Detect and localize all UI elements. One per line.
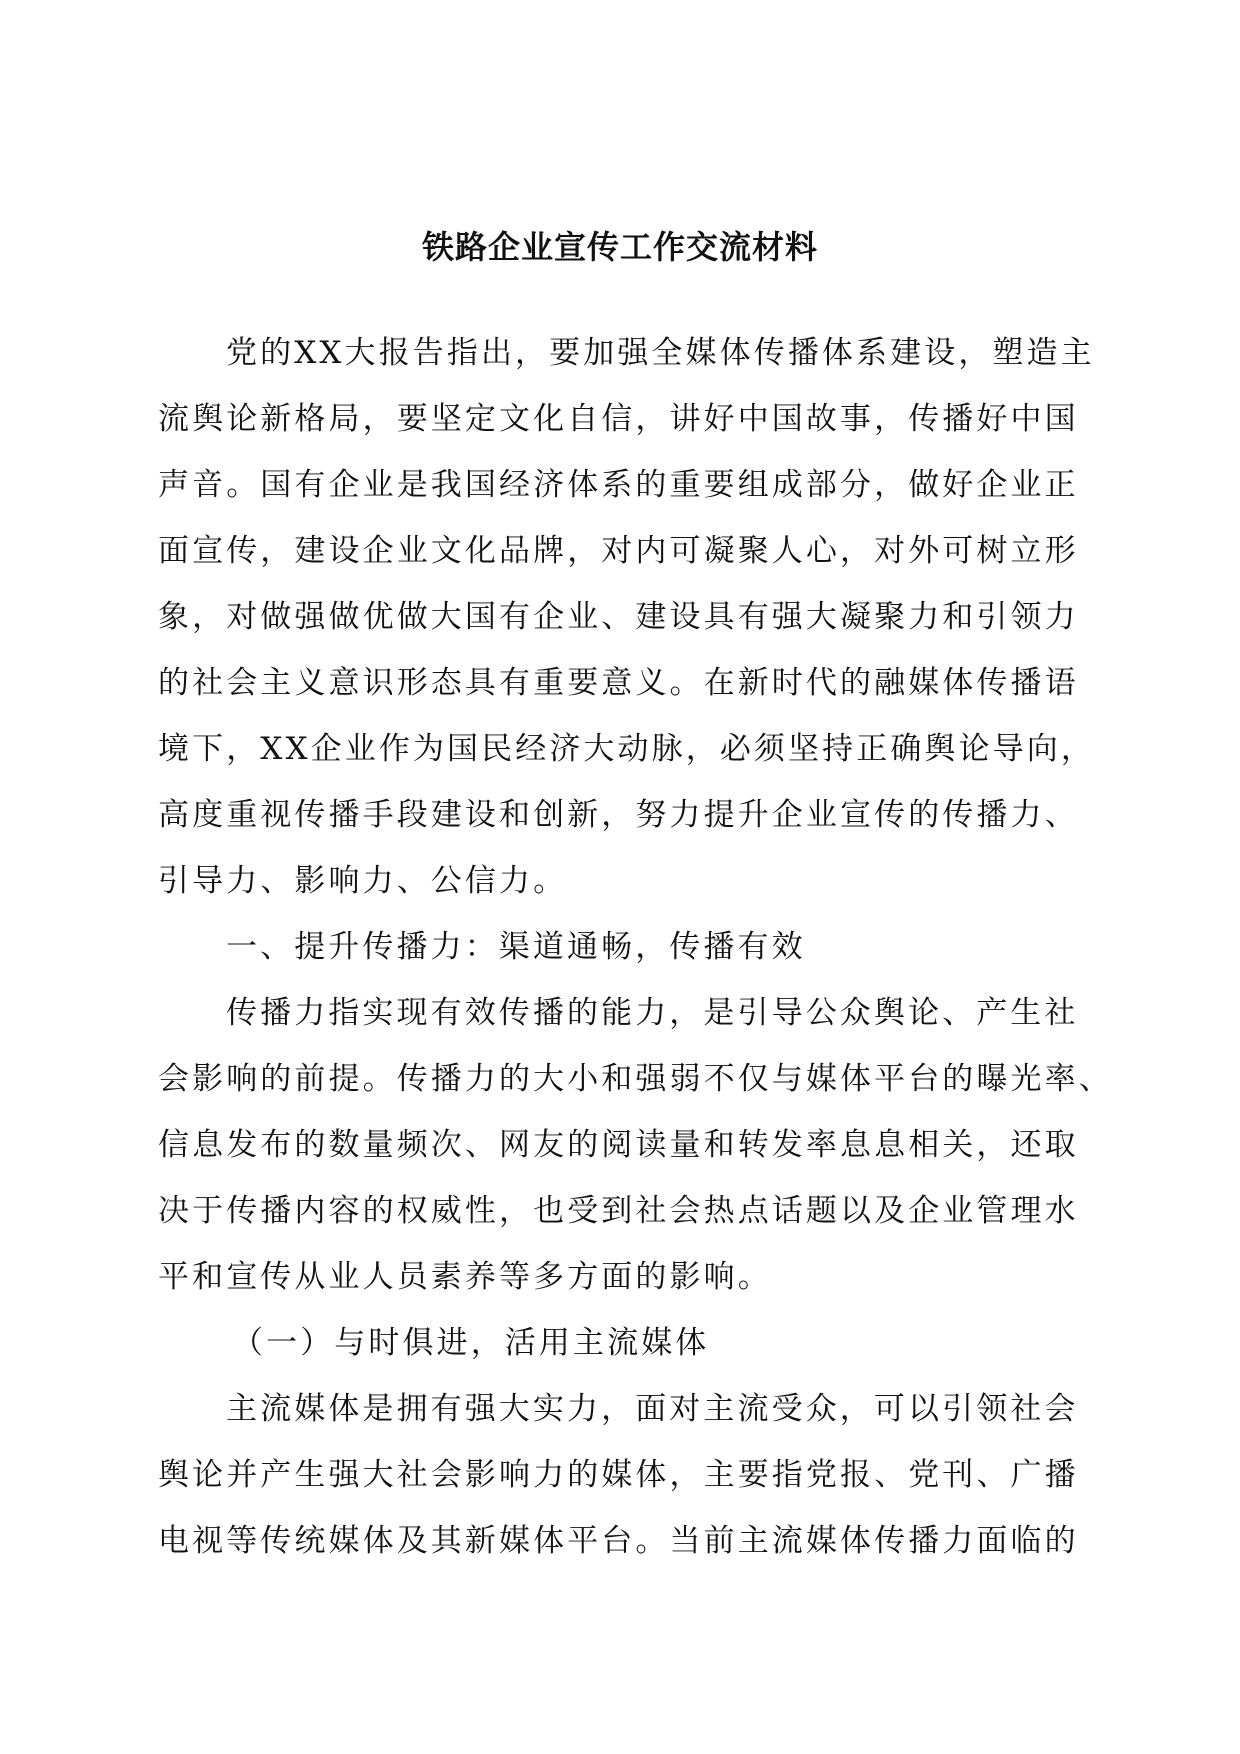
paragraph-line: 决于传播内容的权威性，也受到社会热点话题以及企业管理水	[158, 1193, 1079, 1229]
paragraph-line: 平和宣传从业人员素养等多方面的影响。	[158, 1259, 772, 1295]
paragraph-line: 流舆论新格局，要坚定文化自信，讲好中国故事，传播好中国	[158, 401, 1079, 437]
paragraph-line: 的社会主义意识形态具有重要意义。在新时代的融媒体传播语	[158, 665, 1079, 701]
paragraph-line: 高度重视传播手段建设和创新，努力提升企业宣传的传播力、	[158, 797, 1079, 833]
paragraph-line: 面宣传，建设企业文化品牌，对内可凝聚人心，对外可树立形	[158, 533, 1079, 569]
paragraph-line: 引导力、影响力、公信力。	[158, 863, 568, 899]
section-heading: 一、提升传播力：渠道通畅，传播有效	[226, 929, 806, 965]
paragraph-line: 电视等传统媒体及其新媒体平台。当前主流媒体传播力面临的	[158, 1523, 1079, 1559]
paragraph-line: 会影响的前提。传播力的大小和强弱不仅与媒体平台的曝光率、	[158, 1061, 1113, 1097]
paragraph-line: 舆论并产生强大社会影响力的媒体，主要指党报、党刊、广播	[158, 1457, 1079, 1493]
paragraph-line: 象，对做强做优做大国有企业、建设具有强大凝聚力和引领力	[158, 599, 1079, 635]
paragraph-line: 信息发布的数量频次、网友的阅读量和转发率息息相关，还取	[158, 1127, 1079, 1163]
document-title: 铁路企业宣传工作交流材料	[421, 228, 818, 266]
paragraph-line: 主流媒体是拥有强大实力，面对主流受众，可以引领社会	[226, 1391, 1079, 1427]
subsection-heading: （一）与时俱进，活用主流媒体	[232, 1325, 710, 1361]
paragraph-line: 传播力指实现有效传播的能力，是引导公众舆论、产生社	[226, 995, 1079, 1031]
paragraph-line: 境下，XX企业作为国民经济大动脉，必须坚持正确舆论导向，	[158, 731, 1095, 767]
paragraph-line: 党的XX大报告指出，要加强全媒体传播体系建设，塑造主	[226, 335, 1095, 371]
paragraph-line: 声音。国有企业是我国经济体系的重要组成部分，做好企业正	[158, 467, 1079, 503]
